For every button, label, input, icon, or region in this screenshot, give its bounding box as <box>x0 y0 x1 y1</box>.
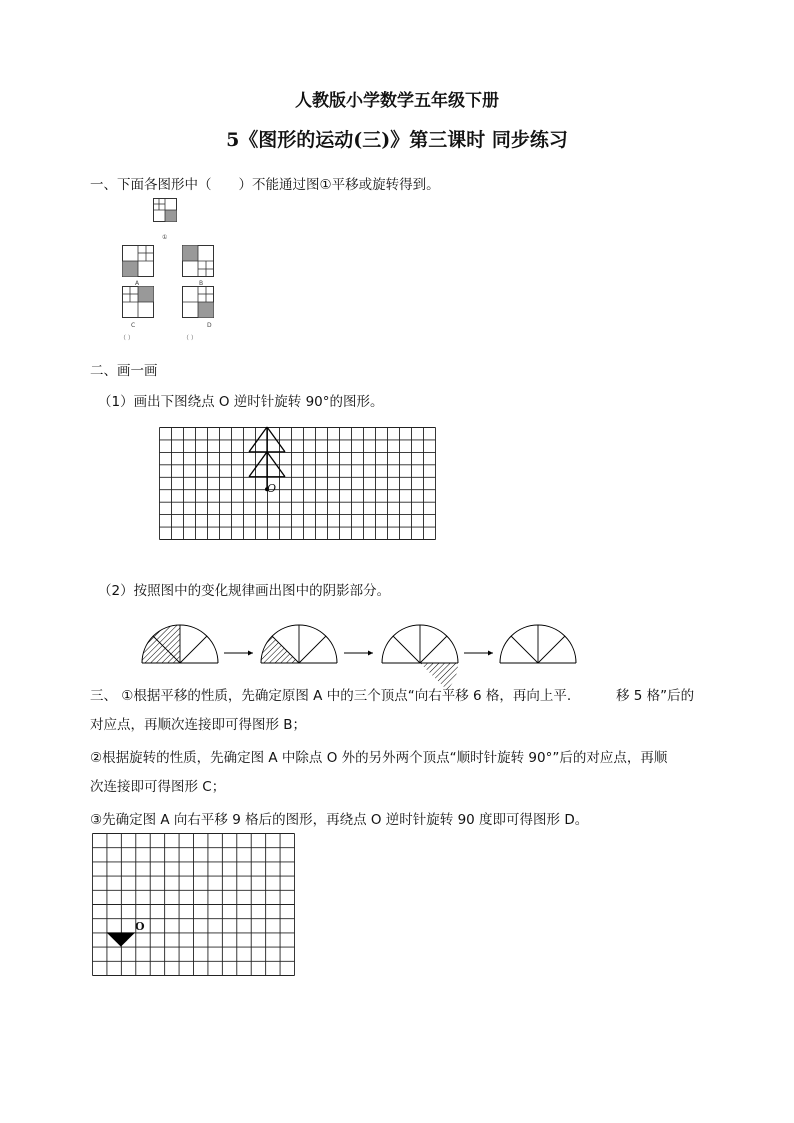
origin-label: ① <box>162 234 168 241</box>
question-2-heading: 二、画一画 <box>90 363 158 379</box>
question-3-line-1b: 移 5 格”后的 <box>616 688 695 704</box>
question-3-line-5: ③先确定图 A 向右平移 9 格后的图形，再绕点 O 逆时针旋转 90 度即可得图形 D。 <box>90 812 589 828</box>
question-3-line-1a: 三、 ①根据平移的性质，先确定原图 A 中的三个顶点“向右平移 6 格，再向上平. <box>90 688 572 704</box>
question-3-line-2: 对应点，再顺次连接即可得图形 B； <box>90 717 307 733</box>
arrow-right <box>224 651 253 656</box>
option-d-label: D <box>207 322 212 329</box>
option-b-label: B <box>199 280 204 287</box>
answer-paren-left: （ ） <box>120 335 134 342</box>
question-3-line-4: 次连接即可得图形 C； <box>90 779 226 795</box>
page-subtitle: 5《图形的运动(三)》第三课时 同步练习 <box>226 129 568 151</box>
pattern-circle <box>382 625 458 663</box>
question-3-line-3: ②根据旋转的性质，先确定图 A 中除点 O 外的另外两个顶点“顺时针旋转 90°”后的对应点，再顺 <box>90 750 668 766</box>
question-2-part-2: （2）按照图中的变化规律画出图中的阴影部分。 <box>98 583 391 599</box>
point-o-label: O <box>267 482 277 495</box>
answer-paren-right: （ ） <box>183 335 197 342</box>
arrow-right <box>344 651 373 656</box>
point-o-label-2: O <box>135 920 145 933</box>
option-c-label: C <box>131 322 136 329</box>
pattern-circle <box>500 625 576 663</box>
arrow-right <box>464 651 493 656</box>
page-title: 人教版小学数学五年级下册 <box>295 91 499 111</box>
triangle-a <box>106 932 135 946</box>
option-a-label: A <box>135 280 140 287</box>
question-2-part-1: （1）画出下图绕点 O 逆时针旋转 90°的图形。 <box>98 394 384 410</box>
question-1-text: 一、下面各图形中（ ）不能通过图①平移或旋转得到。 <box>90 177 440 193</box>
